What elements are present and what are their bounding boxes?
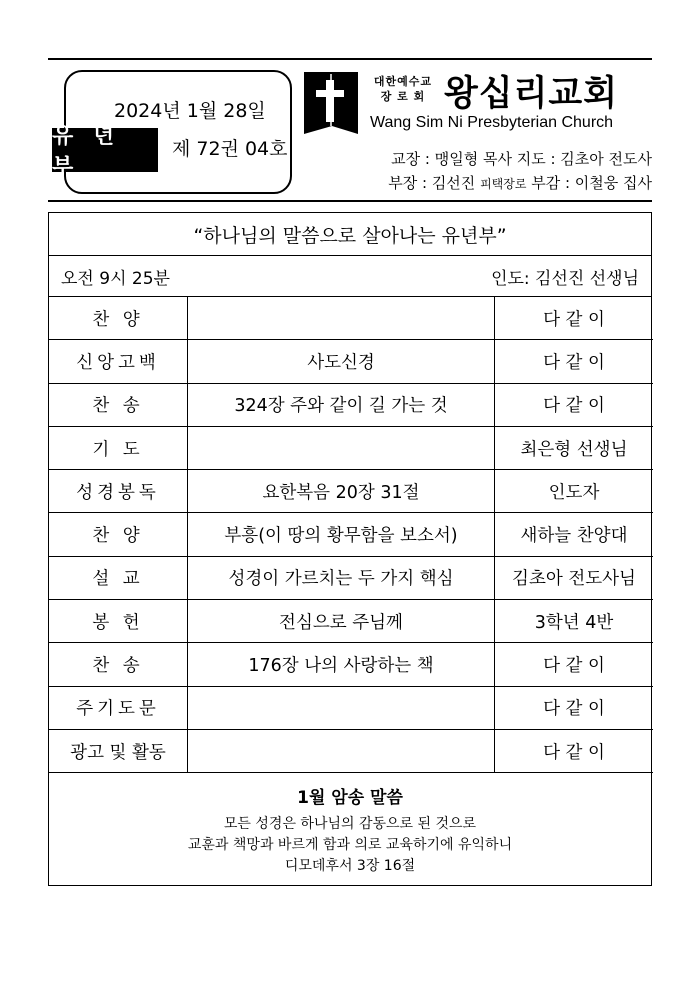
order-row [49, 600, 653, 643]
order-row [49, 383, 653, 426]
cross-book-icon [302, 68, 360, 138]
staff-line-2-part-a: 부장 : 김선진 [388, 174, 481, 192]
staff-line-2-part-c: 부감 : 이철웅 집사 [526, 174, 652, 192]
denomination-line-2: 장 로 회 [380, 90, 426, 103]
order-row [49, 340, 653, 383]
order-item: 봉 헌 [49, 600, 188, 643]
order-item: 찬 양 [49, 513, 188, 556]
order-content: 요한복음 20장 31절 [188, 470, 495, 513]
order-content: 성경이 가르치는 두 가지 핵심 [188, 556, 495, 599]
denomination-line-1: 대한예수교 [373, 75, 433, 88]
order-by: 다 같 이 [495, 643, 654, 686]
order-row [49, 556, 653, 599]
header-divider [48, 200, 652, 202]
order-row [49, 470, 653, 513]
order-row [49, 426, 653, 469]
order-by: 다 같 이 [495, 383, 654, 426]
service-leader: 인도: 김선진 선생님 [491, 268, 639, 289]
order-by: 김초아 전도사님 [495, 556, 654, 599]
order-content [188, 729, 495, 772]
order-item: 찬 양 [49, 297, 188, 340]
order-content: 전심으로 주님께 [188, 600, 495, 643]
memory-verse-reference: 디모데후서 3장 16절 [284, 858, 416, 875]
order-content [188, 686, 495, 729]
order-item: 주기도문 [49, 686, 188, 729]
memory-verse [49, 773, 651, 885]
order-row [49, 729, 653, 772]
staff-line-2 [388, 172, 652, 193]
church-name-english: Wang Sim Ni Presbyterian Church [370, 114, 614, 131]
time-row [49, 256, 651, 297]
order-item: 광고 및 활동 [49, 729, 188, 772]
order-by: 최은형 선생님 [495, 426, 654, 469]
order-item: 신앙고백 [49, 340, 188, 383]
staff-line-2-part-b: 피택장로 [480, 177, 527, 191]
order-by: 다 같 이 [495, 340, 654, 383]
order-content: 사도신경 [188, 340, 495, 383]
order-table [49, 297, 653, 773]
order-item: 성경봉독 [49, 470, 188, 513]
order-by: 새하늘 찬양대 [495, 513, 654, 556]
order-item: 찬 송 [49, 383, 188, 426]
memory-verse-line-1: 모든 성경은 하나님의 감동으로 된 것으로 [223, 816, 477, 833]
order-item: 기 도 [49, 426, 188, 469]
volume-number: 제 72권 04호 [172, 138, 288, 160]
order-content [188, 426, 495, 469]
bulletin-date: 2024년 1월 28일 [114, 100, 266, 122]
order-by: 3학년 4반 [495, 600, 654, 643]
church-name: 왕십리교회 [444, 73, 619, 114]
order-row [49, 686, 653, 729]
order-content: 부흥(이 땅의 황무함을 보소서) [188, 513, 495, 556]
order-row [49, 297, 653, 340]
order-row [49, 513, 653, 556]
order-by: 인도자 [495, 470, 654, 513]
order-by: 다 같 이 [495, 729, 654, 772]
order-content: 176장 나의 사랑하는 책 [188, 643, 495, 686]
service-order [48, 212, 652, 886]
order-content [188, 297, 495, 340]
order-item: 찬 송 [49, 643, 188, 686]
order-row [49, 643, 653, 686]
memory-verse-line-2: 교훈과 책망과 바르게 함과 의로 교육하기에 유익하니 [187, 837, 513, 854]
denomination [368, 74, 438, 104]
service-theme: “하나님의 말씀으로 살아나는 유년부” [49, 213, 651, 256]
order-item: 설 교 [49, 556, 188, 599]
order-content: 324장 주와 같이 길 가는 것 [188, 383, 495, 426]
top-rule [48, 58, 652, 60]
memory-verse-title: 1월 암송 말씀 [297, 788, 403, 809]
order-by: 다 같 이 [495, 297, 654, 340]
service-time: 오전 9시 25분 [61, 268, 170, 289]
order-by: 다 같 이 [495, 686, 654, 729]
department-label: 유 년 부 [52, 128, 158, 172]
staff-line-1: 교장 : 맹일형 목사 지도 : 김초아 전도사 [391, 150, 652, 168]
